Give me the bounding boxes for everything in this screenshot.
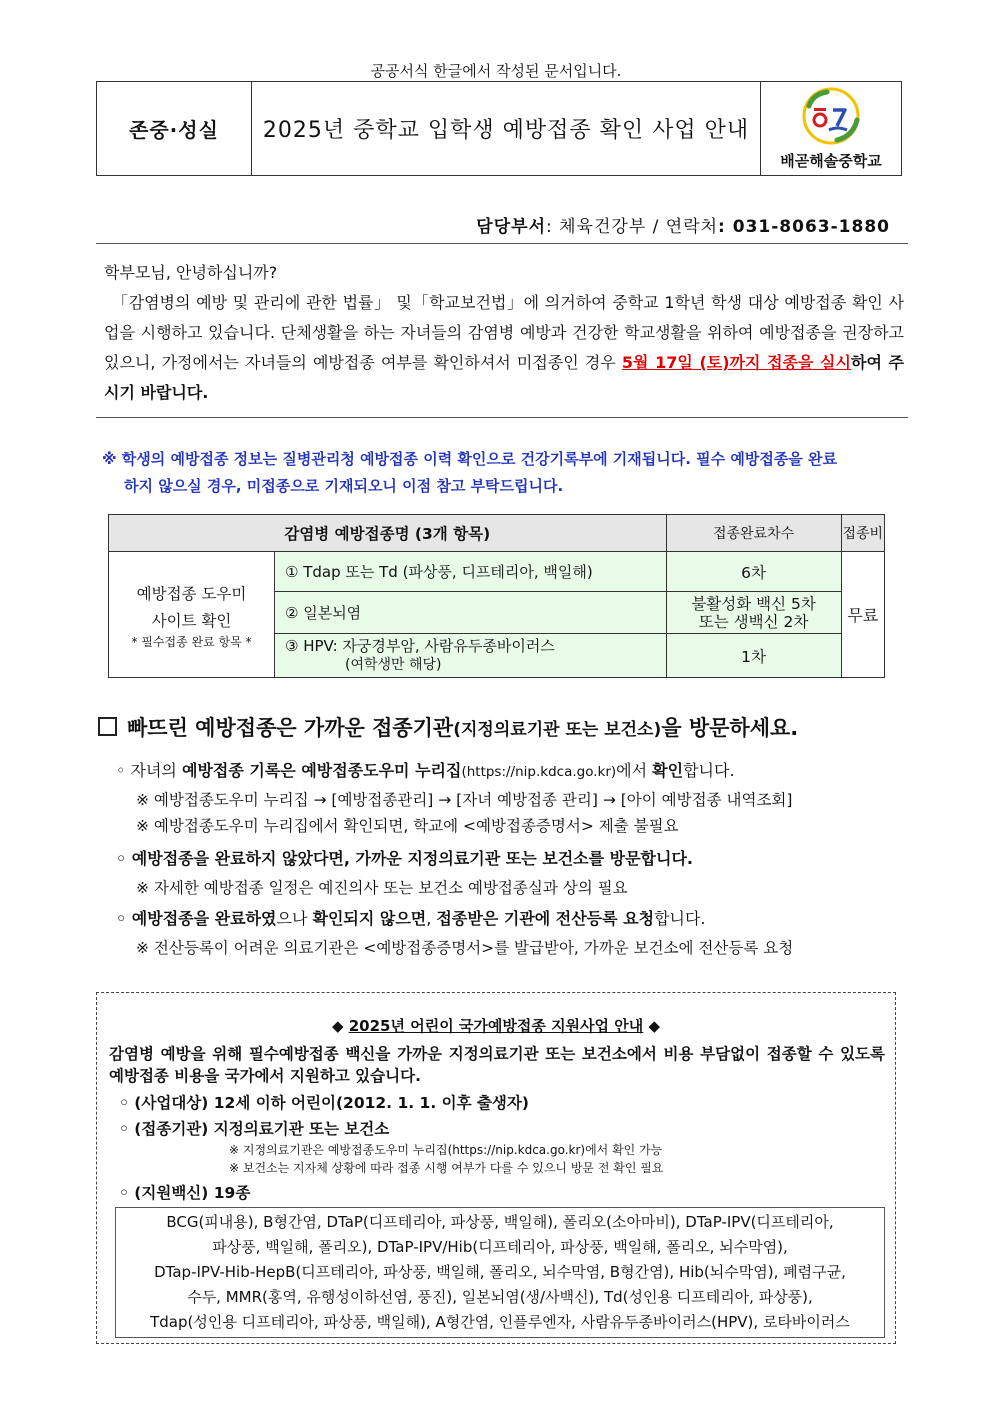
school-emblem-icon: [799, 86, 863, 146]
record-note: [102, 446, 902, 500]
top-notice: 공공서식 한글에서 작성된 문서입니다.: [370, 62, 622, 80]
vaccine-rounds-tdap: 6차: [666, 552, 841, 592]
divider-mid: [96, 417, 908, 418]
support-vaccine-list: [115, 1207, 885, 1338]
support-agency: ◦ (접종기관) 지정의료기관 또는 보건소: [119, 1120, 390, 1138]
document-title: 2025년 중학교 입학생 예방접종 확인 사업 안내: [252, 82, 761, 175]
record-note-line2: 하지 않으실 경우, 미접종으로 기재되오니 이점 참고 부탁드립니다.: [124, 477, 564, 495]
checkbox-square-icon: [98, 717, 117, 736]
vaccine-rounds-hpv: 1차: [666, 634, 841, 678]
contact-line: [96, 212, 890, 237]
guide-line-1-sub1: ※ 예방접종도우미 누리집 → [예방접종관리] → [자녀 예방접종 관리] → [아이 예방접종 내역조회]: [136, 791, 793, 809]
dept-value: : 체육건강부 / 연락처: [546, 217, 719, 237]
support-agency-note2: ※ 보건소는 지자체 상황에 따라 접종 시행 여부가 다를 수 있으니 방문 전 확인 필요: [229, 1161, 664, 1175]
list-item: 수두, MMR(홍역, 유행성이하선염, 풍진), 일본뇌염(생/사백신), Td(성인용 디프테리아, 파상풍),: [187, 1288, 813, 1306]
list-item: 파상풍, 백일해, 폴리오), DTaP-IPV/Hib(디프테리아, 파상풍, 백일해, 폴리오, 뇌수막염),: [212, 1238, 788, 1256]
guide-line-3-sub: ※ 전산등록이 어려운 의료기관은 <예방접종증명서>를 발급받아, 가까운 보건소에 전산등록 요청: [136, 939, 794, 957]
support-vaccines-label: ◦ (지원백신) 19종: [119, 1184, 251, 1202]
site-check-cell: 예방접종 도우미 사이트 확인 * 필수접종 완료 항목 *: [109, 552, 275, 678]
table-header-fee: 접종비: [841, 515, 884, 552]
guide-line-2: ◦ 예방접종을 완료하지 않았다면, 가까운 지정의료기관 또는 보건소를 방문합니다.: [116, 849, 693, 868]
vaccine-table: [108, 514, 885, 678]
support-body: 감염병 예방을 위해 필수예방접종 백신을 가까운 지정의료기관 또는 보건소에서 비용 부담없이 접종할 수 있도록 예방접종 비용을 국가에서 지원하고 있습니다.: [109, 1045, 885, 1085]
deadline-text: 5월 17일 (토)까지 접종을 실시: [621, 353, 851, 372]
divider-top: [96, 243, 908, 244]
list-item: Tdap(성인용 디프테리아, 파상풍, 백일해), A형간염, 인플루엔자, 사람유두종바이러스(HPV), 로타바이러스: [150, 1313, 850, 1331]
record-note-line1: ※ 학생의 예방접종 정보는 질병관리청 예방접종 이력 확인으로 건강기록부에 기재됩니다. 필수 예방접종을 완료: [102, 450, 838, 468]
guide-line-1-sub2: ※ 예방접종도우미 누리집에서 확인되면, 학교에 <예방접종증명서> 제출 불필요: [136, 817, 679, 835]
greeting: 학부모님, 안녕하십니까?: [104, 263, 278, 282]
guide-line-2-sub: ※ 자세한 예방접종 일정은 예진의사 또는 보건소 예방접종실과 상의 필요: [136, 879, 628, 897]
vaccine-name-hpv: ③ HPV: 자궁경부암, 사람유두종바이러스 (여학생만 해당): [275, 634, 667, 678]
vaccine-name-tdap: ① Tdap 또는 Td (파상풍, 디프테리아, 백일해): [275, 552, 667, 592]
vaccine-rounds-je: 불활성화 백신 5차 또는 생백신 2차: [666, 592, 841, 634]
support-target: ◦ (사업대상) 12세 이하 어린이(2012. 1. 1. 이후 출생자): [119, 1094, 529, 1112]
support-title: ◆ 2025년 어린이 국가예방접종 지원사업 안내 ◆: [331, 1017, 661, 1035]
document-header: [96, 81, 902, 176]
intro-tail: 하여 주시기 바랍니다.: [104, 353, 904, 402]
guide-line-1: ◦ 자녀의 예방접종 기록은 예방접종도우미 누리집(https://nip.kdca.go.kr)에서 확인합니다.: [116, 761, 735, 780]
school-motto: 존중·성실: [97, 82, 252, 175]
school-logo: [761, 82, 901, 175]
intro-body: 「감염병의 예방 및 관리에 관한 법률」 및「학교보건법」에 의거하여 중학교 1학년 학생 대상 예방접종 확인 사업을 시행하고 있습니다. 단체생활을 하는 자녀들의 감염병 예방과 건강한 학교생활을 위하여 예방접종을 권장하고 있으니, 가정에서는 자녀들의 예방접종 여부를 확인하셔서 미접종인 경우 5월 17일 (토)까지 접종을 실시하여 주시기 바랍니다.: [104, 293, 904, 402]
section-title: 빠뜨린 예방접종은 가까운 접종기관(지정의료기관 또는 보건소)을 방문하세요.: [98, 712, 798, 742]
table-header-rounds: 접종완료차수: [666, 515, 841, 552]
list-item: BCG(피내용), B형간염, DTaP(디프테리아, 파상풍, 백일해), 폴리오(소아마비), DTaP-IPV(디프테리아,: [166, 1213, 834, 1231]
support-agency-note1: ※ 지정의료기관은 예방접종도우미 누리집(https://nip.kdca.go.kr)에서 확인 가능: [229, 1143, 663, 1157]
vaccine-fee: 무료: [841, 552, 884, 678]
guide-line-3: ◦ 예방접종을 완료하였으나 확인되지 않으면, 접종받은 기관에 전산등록 요청합니다.: [116, 909, 706, 928]
table-row: [109, 552, 885, 592]
dept-label: 담당부서: [476, 217, 546, 237]
list-item: DTap-IPV-Hib-HepB(디프테리아, 파상풍, 백일해, 폴리오, 뇌수막염, B형간염), Hib(뇌수막염), 폐렴구균,: [154, 1263, 846, 1281]
table-header-row: [109, 515, 885, 552]
vaccine-name-je: ② 일본뇌염: [275, 592, 667, 634]
table-header-name: 감염병 예방접종명 (3개 항목): [109, 515, 667, 552]
support-box: [96, 992, 896, 1344]
intro-paragraph: [104, 258, 904, 408]
school-name: 배곧해솔중학교: [780, 152, 882, 170]
phone-value: : 031-8063-1880: [718, 217, 890, 237]
